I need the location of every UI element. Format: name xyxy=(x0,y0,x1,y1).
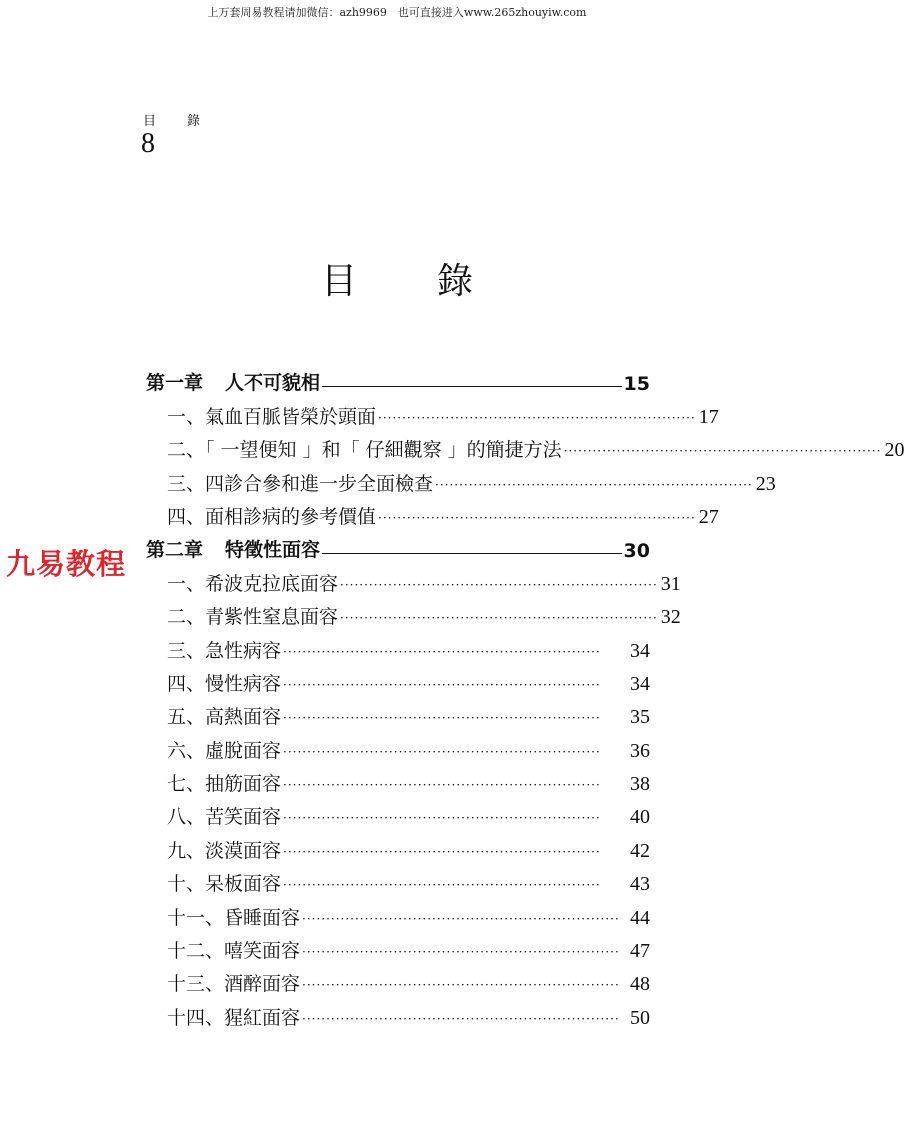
chapter-page: 15 xyxy=(623,373,650,396)
toc-entry-page: 43 xyxy=(630,873,650,896)
toc-entry[interactable] xyxy=(146,496,719,529)
toc-entry-page: 42 xyxy=(630,839,650,862)
leader-dots: ·································································· xyxy=(283,844,601,859)
toc-entry-label: 十、呆板面容 xyxy=(167,873,282,896)
toc-entry-page: 17 xyxy=(698,405,719,428)
toc-entry-label: 二、「 一望便知 」和「 仔細觀察 」的簡捷方法 xyxy=(167,439,562,462)
leader-dots: ·································································· xyxy=(283,811,601,826)
leader-dots: ·································································· xyxy=(302,911,620,926)
toc-entry-page: 34 xyxy=(630,672,650,695)
leader-line xyxy=(322,553,622,554)
leader-dots: ·································································· xyxy=(283,677,601,692)
toc-entry[interactable] xyxy=(146,930,650,963)
toc-entry-label: 二、青紫性窒息面容 xyxy=(167,606,339,629)
leader-dots: ·································································· xyxy=(283,778,601,793)
leader-line xyxy=(322,386,622,387)
leader-dots: ·································································· xyxy=(283,644,601,659)
chapter-2-entries xyxy=(146,562,681,1029)
leader-dots: ·································································· xyxy=(302,945,620,960)
watermark: 九易教程 xyxy=(6,547,127,581)
page-title xyxy=(0,253,794,304)
toc-entry[interactable] xyxy=(146,729,650,762)
table-of-contents xyxy=(146,362,904,1030)
running-head-left: 目 xyxy=(143,114,157,129)
toc-entry-label: 十二、嘻笑面容 xyxy=(167,940,301,963)
toc-entry-label: 一、希波克拉底面容 xyxy=(167,572,339,595)
running-head-right: 錄 xyxy=(187,114,201,129)
toc-entry[interactable] xyxy=(146,996,650,1029)
toc-entry-label: 十三、酒醉面容 xyxy=(167,973,301,996)
toc-entry-page: 44 xyxy=(630,906,650,929)
toc-entry-page: 38 xyxy=(630,773,650,796)
toc-chapter-2[interactable] xyxy=(146,529,650,562)
toc-entry-page: 36 xyxy=(630,739,650,762)
toc-entry[interactable] xyxy=(146,629,650,662)
toc-entry[interactable] xyxy=(146,562,681,595)
toc-entry-label: 五、高熱面容 xyxy=(167,706,282,729)
leader-dots: ·································································· xyxy=(378,410,696,425)
leader-dots: ·································································· xyxy=(283,744,601,759)
toc-entry-page: 47 xyxy=(630,940,650,963)
toc-entry-page: 20 xyxy=(884,439,904,462)
chapter-label: 第二章 xyxy=(146,539,204,562)
running-head xyxy=(143,110,200,129)
toc-entry[interactable] xyxy=(146,663,650,696)
chapter-title: 特徵性面容 xyxy=(225,539,321,562)
toc-entry-page: 50 xyxy=(630,1006,650,1029)
leader-dots: ·································································· xyxy=(283,711,601,726)
toc-entry-page: 31 xyxy=(660,572,681,595)
toc-entry-page: 40 xyxy=(630,806,650,829)
leader-dots: ·································································· xyxy=(283,878,601,893)
toc-entry-label: 三、四診合參和進一步全面檢查 xyxy=(167,472,434,495)
toc-entry-page: 48 xyxy=(630,973,650,996)
toc-entry[interactable] xyxy=(146,462,776,495)
toc-entry[interactable] xyxy=(146,596,681,629)
toc-entry[interactable] xyxy=(146,429,904,462)
chapter-label: 第一章 xyxy=(146,372,204,395)
toc-entry-page: 35 xyxy=(630,706,650,729)
leader-dots: ·································································· xyxy=(435,477,753,492)
toc-entry[interactable] xyxy=(146,829,650,862)
toc-entry-label: 四、慢性病容 xyxy=(167,672,282,695)
toc-entry-page: 34 xyxy=(630,639,650,662)
leader-dots: ·································································· xyxy=(340,577,658,592)
toc-entry-page: 23 xyxy=(755,472,776,495)
leader-dots: ·································································· xyxy=(340,611,658,626)
toc-entry[interactable] xyxy=(146,763,650,796)
toc-entry[interactable] xyxy=(146,963,650,996)
toc-entry-label: 十一、昏睡面容 xyxy=(167,906,301,929)
toc-entry-label: 八、苦笑面容 xyxy=(167,806,282,829)
toc-entry[interactable] xyxy=(146,696,650,729)
chapter-title: 人不可貌相 xyxy=(225,372,321,395)
toc-entry-label: 四、面相診病的參考價值 xyxy=(167,505,377,528)
toc-entry[interactable] xyxy=(146,863,650,896)
toc-entry-label: 七、抽筋面容 xyxy=(167,773,282,796)
page-title-part2: 錄 xyxy=(437,261,474,302)
toc-chapter-1[interactable] xyxy=(146,362,650,395)
toc-entry-label: 九、淡漠面容 xyxy=(167,839,282,862)
toc-entry-label: 六、虛脫面容 xyxy=(167,739,282,762)
toc-entry[interactable] xyxy=(146,395,719,428)
leader-dots: ·································································· xyxy=(378,510,696,525)
leader-dots: ·································································· xyxy=(302,1011,620,1026)
page-title-part1: 目 xyxy=(320,261,357,302)
toc-entry-page: 32 xyxy=(660,606,681,629)
toc-entry-label: 三、急性病容 xyxy=(167,639,282,662)
toc-entry-label: 十四、猩紅面容 xyxy=(167,1006,301,1029)
leader-dots: ·································································· xyxy=(563,444,882,459)
toc-entry[interactable] xyxy=(146,796,650,829)
toc-entry-label: 一、氣血百脈皆榮於頭面 xyxy=(167,405,377,428)
chapter-page: 30 xyxy=(623,540,650,563)
toc-entry-page: 27 xyxy=(698,505,719,528)
page-number: 8 xyxy=(141,128,155,159)
banner-text: 上万套周易教程请加微信：azh9969 也可直接进入www.265zhouyiw.com xyxy=(207,6,587,19)
leader-dots: ·································································· xyxy=(302,978,620,993)
toc-entry[interactable] xyxy=(146,896,650,929)
